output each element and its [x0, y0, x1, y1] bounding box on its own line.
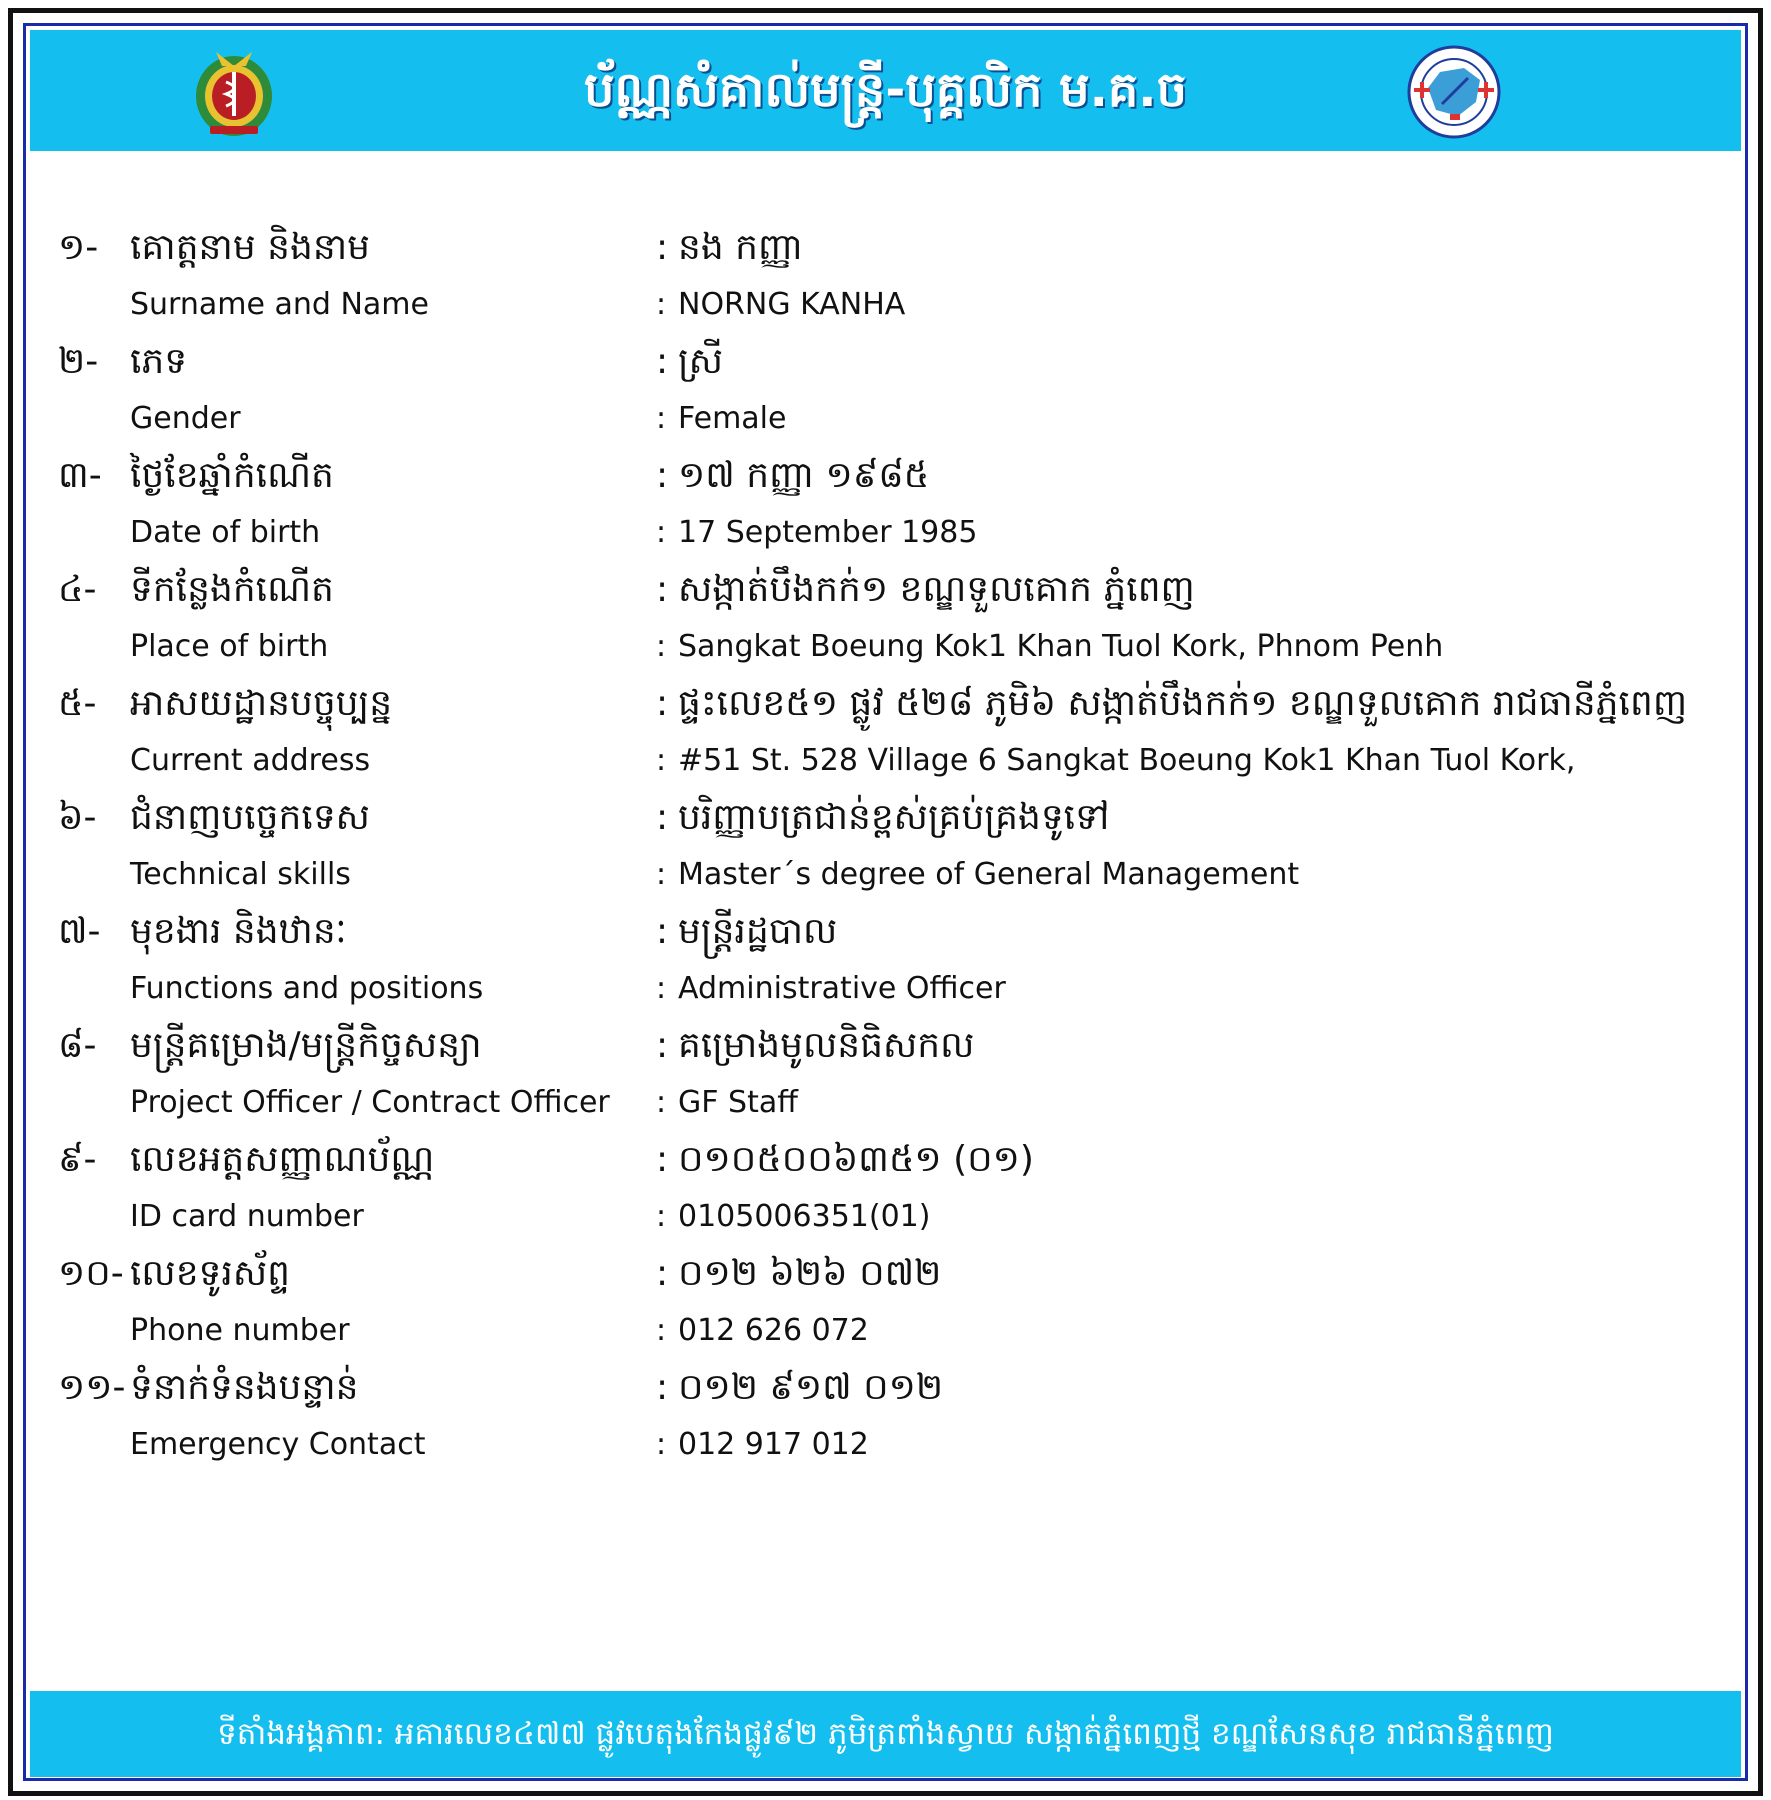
field-label-km: ជំនាញបច្ចេកទេស [130, 797, 370, 838]
field-colon: : [656, 1085, 667, 1120]
field-colon: : [656, 743, 667, 778]
field-number: ១១- [58, 1367, 126, 1408]
field-number: ៨- [58, 1025, 97, 1066]
field-value-km: ០១២ ៦២៦ ០៧២ [678, 1253, 942, 1294]
field-colon: : [656, 1199, 667, 1234]
field-row-km [26, 561, 1745, 618]
field-value-en: 17 September 1985 [678, 515, 978, 550]
field-label-km: ទីកន្លែងកំណើត [130, 569, 334, 610]
field-number: ៥- [58, 683, 97, 724]
field-value-en: Female [678, 401, 787, 436]
field-number: ៦- [58, 797, 97, 838]
field-label-km: អាសយដ្ឋានបច្ចុប្បន្ន [130, 683, 393, 724]
field-row-km [26, 903, 1745, 960]
field-value-km: ០១០៥០០៦៣៥១ (០១) [678, 1139, 1034, 1180]
field-value-km: សង្កាត់បឹងកក់១ ខណ្ឌទួលគោក ភ្នំពេញ [678, 569, 1195, 610]
field-number: ១០- [58, 1253, 124, 1294]
field-colon: : [656, 857, 667, 892]
field-label-en: ID card number [130, 1199, 364, 1234]
field-row-km [26, 1245, 1745, 1302]
field-row-en [26, 1074, 1745, 1131]
cnm-logo-icon [1406, 44, 1502, 140]
id-card-inner-frame [23, 23, 1748, 1781]
card-header [30, 30, 1741, 151]
field-value-en: 012 626 072 [678, 1313, 869, 1348]
field-row-km [26, 1017, 1745, 1074]
field-value-en: GF Staff [678, 1085, 798, 1120]
field-number: ៤- [58, 569, 97, 610]
field-colon: : [656, 569, 669, 610]
field-row-km [26, 789, 1745, 846]
personal-info-fields [26, 219, 1745, 1473]
field-label-km: លេខអត្តសញ្ញាណប័ណ្ណ [130, 1139, 435, 1180]
field-row-en [26, 504, 1745, 561]
field-colon: : [656, 1253, 669, 1294]
field-colon: : [656, 911, 669, 952]
field-row-km [26, 1359, 1745, 1416]
card-footer [30, 1691, 1741, 1777]
field-colon: : [656, 401, 667, 436]
field-row-en [26, 276, 1745, 333]
field-label-km: ថ្ងៃខែឆ្នាំកំណើត [130, 455, 334, 496]
field-row-en [26, 1188, 1745, 1245]
field-number: ១- [58, 227, 99, 268]
field-row-km [26, 333, 1745, 390]
field-colon: : [656, 455, 669, 496]
field-label-en: Surname and Name [130, 287, 429, 322]
field-value-en: Administrative Officer [678, 971, 1006, 1006]
field-value-km: គម្រោងមូលនិធិសកល [678, 1025, 975, 1066]
field-colon: : [656, 1427, 667, 1462]
field-colon: : [656, 341, 669, 382]
field-value-km: នង កញ្ញា [678, 227, 803, 268]
field-value-km: ០១២ ៩១៧ ០១២ [678, 1367, 944, 1408]
field-label-km: គោត្តនាម និងនាម [130, 227, 370, 268]
field-value-en: NORNG KANHA [678, 287, 906, 322]
field-value-en: Sangkat Boeung Kok1 Khan Tuol Kork, Phnom Penh [678, 629, 1444, 664]
field-label-km: មុខងារ និងឋានៈ [130, 911, 347, 952]
field-colon: : [656, 1313, 667, 1348]
field-colon: : [656, 1025, 669, 1066]
field-colon: : [656, 971, 667, 1006]
field-colon: : [656, 797, 669, 838]
field-colon: : [656, 227, 669, 268]
ministry-emblem-icon [186, 44, 282, 140]
field-row-km [26, 1131, 1745, 1188]
field-value-km: បរិញ្ញាបត្រជាន់ខ្ពស់គ្រប់គ្រងទូទៅ [678, 797, 1110, 838]
field-row-km [26, 675, 1745, 732]
field-row-km [26, 219, 1745, 276]
field-number: ៩- [58, 1139, 97, 1180]
field-number: ៣- [58, 455, 102, 496]
field-colon: : [656, 1139, 669, 1180]
field-label-en: Emergency Contact [130, 1427, 426, 1462]
field-label-km: ភេទ [130, 341, 188, 382]
field-value-en: #51 St. 528 Village 6 Sangkat Boeung Kok1 Khan Tuol Kork, [678, 743, 1576, 778]
field-row-en [26, 390, 1745, 447]
field-row-en [26, 960, 1745, 1017]
field-colon: : [656, 629, 667, 664]
field-label-km: មន្ត្រីគម្រោង/មន្ត្រីកិច្ចសន្យា [130, 1025, 482, 1066]
field-colon: : [656, 683, 669, 724]
field-label-km: លេខទូរស័ព្ទ [130, 1253, 290, 1294]
office-address: ទីតាំងអង្គភាព: អគារលេខ៤៧៧ ផ្លូវបេតុងកែងផ្លូវ៩២ ភូមិត្រពាំងស្វាយ សង្កាត់ភ្នំពេញថ្មី ខណ្ឌសែនសុខ រាជធានីភ្នំពេញ [217, 1716, 1554, 1752]
card-title: ប័ណ្ណសំគាល់មន្ត្រី-បុគ្គលិក ម.គ.ច [583, 62, 1188, 118]
field-row-en [26, 732, 1745, 789]
field-label-en: Gender [130, 401, 241, 436]
field-row-en [26, 1416, 1745, 1473]
field-colon: : [656, 515, 667, 550]
field-colon: : [656, 1367, 669, 1408]
field-label-km: ទំនាក់ទំនងបន្ទាន់ [130, 1367, 359, 1408]
field-value-en: 012 917 012 [678, 1427, 869, 1462]
field-label-en: Technical skills [130, 857, 351, 892]
id-card-outer-frame [8, 8, 1763, 1796]
field-label-en: Phone number [130, 1313, 350, 1348]
field-number: ២- [58, 341, 99, 382]
field-value-en: Master´s degree of General Management [678, 857, 1300, 892]
field-value-km: ផ្ទះលេខ៥១ ផ្លូវ ៥២៨ ភូមិ៦ សង្កាត់បឹងកក់១ ខណ្ឌទួលគោក រាជធានីភ្នំពេញ [678, 683, 1688, 724]
field-colon: : [656, 287, 667, 322]
field-row-en [26, 1302, 1745, 1359]
field-label-en: Date of birth [130, 515, 321, 550]
field-value-en: 0105006351(01) [678, 1199, 931, 1234]
field-value-km: មន្ត្រីរដ្ឋបាល [678, 911, 838, 952]
field-value-km: ស្រី [678, 341, 723, 382]
field-label-en: Functions and positions [130, 971, 484, 1006]
field-row-en [26, 846, 1745, 903]
field-value-km: ១៧ កញ្ញា ១៩៨៥ [678, 455, 930, 496]
field-row-en [26, 618, 1745, 675]
field-number: ៧- [58, 911, 101, 952]
field-label-en: Project Officer / Contract Officer [130, 1085, 610, 1120]
field-label-en: Place of birth [130, 629, 329, 664]
field-row-km [26, 447, 1745, 504]
field-label-en: Current address [130, 743, 371, 778]
